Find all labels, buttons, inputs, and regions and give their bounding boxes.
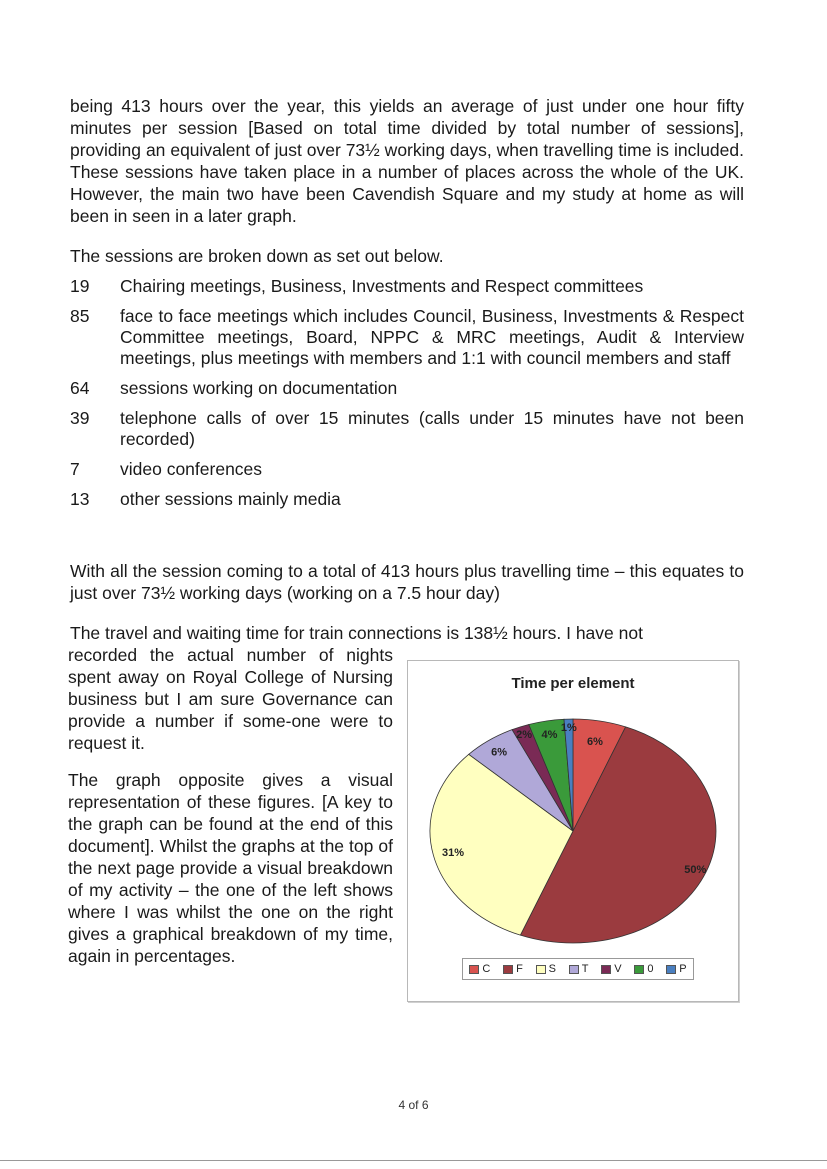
slice-label-0: 4% (541, 729, 558, 742)
session-count: 7 (70, 459, 80, 479)
session-count: 64 (70, 378, 90, 398)
legend-label: 0 (647, 963, 654, 975)
slice-label-F: 50% (684, 863, 707, 876)
session-description: face to face meetings which includes Council, Business, Investments & Respect Committee meetings, Board, NPPC & MRC meetings, Audit & Interview meetings, plus meetings with members and 1:1 with council members and staff (120, 306, 744, 368)
slice-label-V: 2% (516, 729, 532, 742)
legend-label: C (482, 963, 491, 975)
pie-chart-svg (408, 661, 738, 1001)
legend-item-C (469, 963, 490, 975)
session-description: video conferences (120, 459, 263, 479)
slice-label-T: 6% (491, 746, 507, 759)
session-description: sessions working on documentation (120, 378, 398, 398)
session-count: 13 (70, 489, 90, 509)
page-number: 4 of 6 (398, 1098, 429, 1112)
session-description: Chairing meetings, Business, Investments and Respect committees (120, 276, 644, 296)
session-count: 85 (70, 306, 90, 326)
list-item (70, 489, 744, 510)
legend-swatch (536, 965, 546, 974)
list-item (70, 306, 744, 369)
legend-swatch (634, 965, 644, 974)
list-item (70, 408, 744, 450)
legend-swatch (666, 965, 676, 974)
legend-swatch (601, 965, 611, 974)
legend-swatch (503, 965, 513, 974)
session-count: 19 (70, 276, 90, 296)
page-bottom-rule (0, 1160, 827, 1161)
slice-label-P: 1% (560, 721, 577, 734)
paragraph-hours-summary: being 413 hours over the year, this yields an average of just under one hour fifty minutes per session [Based on total time divided by total number of sessions], providing an equivalent of just over 73½ working days, when travelling time is included. These sessions have taken place in a number of places across the whole of the UK. However, the main two have been Cavendish Square and my study at home as will been in seen in a later graph. (70, 96, 744, 226)
legend-label: V (614, 963, 622, 975)
pie-chart (407, 660, 739, 1002)
session-description: other sessions mainly media (120, 489, 341, 509)
slice-label-C: 6% (587, 735, 603, 748)
session-count: 39 (70, 408, 90, 428)
chart-title: Time per element (511, 675, 635, 692)
session-breakdown-list (70, 276, 744, 519)
paragraph-breakdown-intro: The sessions are broken down as set out below. (70, 246, 444, 266)
list-item (70, 378, 744, 399)
list-item (70, 459, 744, 480)
legend-label: F (516, 963, 523, 975)
legend-label: P (679, 963, 687, 975)
legend-label: S (548, 963, 556, 975)
legend-item-V (601, 963, 621, 975)
paragraph-travel-time: The travel and waiting time for train connections is 138½ hours. I have not (70, 623, 643, 643)
legend-label: T (581, 963, 589, 975)
paragraph-nights-away: recorded the actual number of nights spent away on Royal College of Nursing business but I am sure Governance can provide a number if some-one were to request it. (68, 645, 393, 753)
legend-item-F (503, 963, 523, 975)
chart-legend (462, 958, 694, 980)
legend-item-S (536, 963, 556, 975)
legend-swatch (469, 965, 479, 974)
legend-item-0 (634, 963, 653, 975)
list-item (70, 276, 744, 297)
legend-item-T (569, 963, 589, 975)
paragraph-total-hours: With all the session coming to a total of 413 hours plus travelling time – this equates to just over 73½ working days (working on a 7.5 hour day) (70, 561, 744, 603)
legend-swatch (569, 965, 579, 974)
paragraph-graph-description: The graph opposite gives a visual representation of these figures. [A key to the graph can be found at the end of this document]. Whilst the graphs at the top of the next page provide a visual breakdown of my activity – the one of the left shows where I was whilst the one on the right gives a graphical breakdown of my time, again in percentages. (68, 770, 393, 966)
legend-item-P (666, 963, 686, 975)
slice-label-S: 31% (441, 847, 464, 860)
session-description: telephone calls of over 15 minutes (calls under 15 minutes have not been recorded) (120, 408, 744, 449)
